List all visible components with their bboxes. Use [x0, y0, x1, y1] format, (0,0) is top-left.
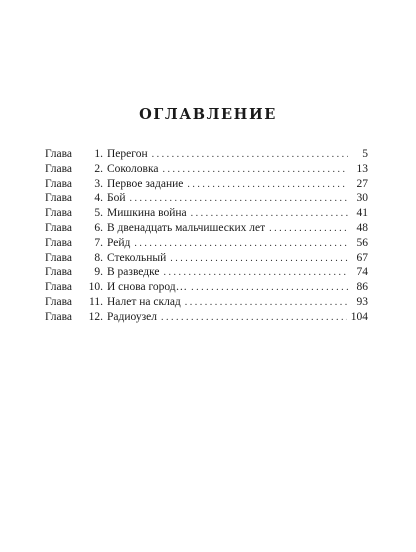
toc-entry[interactable]	[45, 207, 368, 222]
toc-chapter-title: Соколовка	[107, 162, 159, 175]
toc-chapter-title: И снова город…	[107, 281, 188, 294]
toc-page-number: 86	[356, 281, 368, 294]
toc-chapter-number: 11.	[89, 295, 103, 308]
toc-chapter-number: 9.	[94, 266, 103, 279]
toc-entry[interactable]	[45, 296, 368, 311]
toc-chapter-title: Налет на склад	[107, 295, 181, 308]
toc-chapter-label: Глава	[45, 148, 73, 160]
toc-chapter-number: 12.	[88, 310, 103, 323]
toc-chapter-label: Глава	[45, 295, 73, 308]
toc-dot-leader	[170, 253, 348, 264]
toc-dot-leader	[152, 149, 348, 160]
toc-chapter-title: Рейд	[107, 236, 131, 249]
toc-entry[interactable]	[45, 237, 368, 252]
toc-entry[interactable]	[45, 163, 368, 178]
toc-chapter-number: 7.	[94, 236, 103, 249]
toc-chapter-label: Глава	[45, 236, 73, 249]
toc-chapter-title: Перегон	[107, 148, 148, 160]
toc-dot-leader	[161, 312, 347, 323]
toc-chapter-number: 10.	[88, 281, 103, 294]
toc-chapter-title: Радиоузел	[107, 310, 157, 323]
toc-dot-leader	[162, 164, 348, 175]
toc-chapter-title: В разведке	[107, 266, 160, 279]
toc-chapter-label: Глава	[45, 207, 73, 220]
toc-dot-leader	[187, 179, 348, 190]
toc-chapter-label: Глава	[45, 310, 73, 323]
toc-chapter-title: Мишкина война	[107, 207, 187, 220]
toc-page-number: 5	[362, 148, 368, 160]
toc-entry[interactable]	[45, 252, 368, 267]
toc-chapter-title: Стекольный	[107, 251, 167, 264]
toc-dot-leader	[191, 282, 348, 293]
toc-page-number: 41	[356, 207, 368, 220]
toc-chapter-label: Глава	[45, 281, 73, 294]
toc-chapter-number: 8.	[94, 251, 103, 264]
toc-dot-leader	[269, 223, 348, 234]
toc-list	[45, 148, 368, 326]
toc-page-number: 27	[356, 177, 368, 190]
toc-chapter-number: 3.	[94, 177, 103, 190]
toc-page-number: 93	[356, 295, 368, 308]
toc-page-number: 74	[356, 266, 368, 279]
toc-dot-leader	[185, 297, 348, 308]
toc-page-number: 30	[356, 192, 368, 205]
toc-dot-leader	[130, 193, 348, 204]
toc-entry[interactable]	[45, 266, 368, 281]
toc-entry[interactable]	[45, 222, 368, 237]
toc-entry[interactable]	[45, 148, 368, 163]
toc-chapter-label: Глава	[45, 221, 73, 234]
toc-title: ОГЛАВЛЕНИЕ	[139, 106, 277, 123]
toc-entry[interactable]	[45, 192, 368, 207]
toc-chapter-number: 4.	[94, 192, 103, 205]
toc-chapter-number: 2.	[94, 162, 103, 175]
toc-chapter-label: Глава	[45, 162, 73, 175]
toc-chapter-number: 5.	[94, 207, 103, 220]
toc-dot-leader	[191, 208, 348, 219]
toc-entry[interactable]	[45, 178, 368, 193]
toc-entry[interactable]	[45, 311, 368, 326]
toc-dot-leader	[134, 238, 348, 249]
toc-chapter-label: Глава	[45, 192, 73, 205]
toc-page-number: 67	[356, 251, 368, 264]
toc-entry[interactable]	[45, 281, 368, 296]
toc-dot-leader	[164, 267, 348, 278]
toc-chapter-number: 1.	[94, 148, 103, 160]
toc-chapter-title: Бой	[107, 192, 126, 205]
toc-page-number: 104	[350, 310, 368, 323]
toc-page-number: 48	[356, 221, 368, 234]
toc-chapter-title: Первое задание	[107, 177, 184, 190]
toc-chapter-number: 6.	[94, 221, 103, 234]
toc-chapter-label: Глава	[45, 177, 73, 190]
toc-page-number: 56	[356, 236, 368, 249]
toc-chapter-title: В двенадцать мальчишеских лет	[107, 221, 266, 234]
toc-page-number: 13	[356, 162, 368, 175]
toc-chapter-label: Глава	[45, 251, 73, 264]
toc-chapter-label: Глава	[45, 266, 73, 279]
